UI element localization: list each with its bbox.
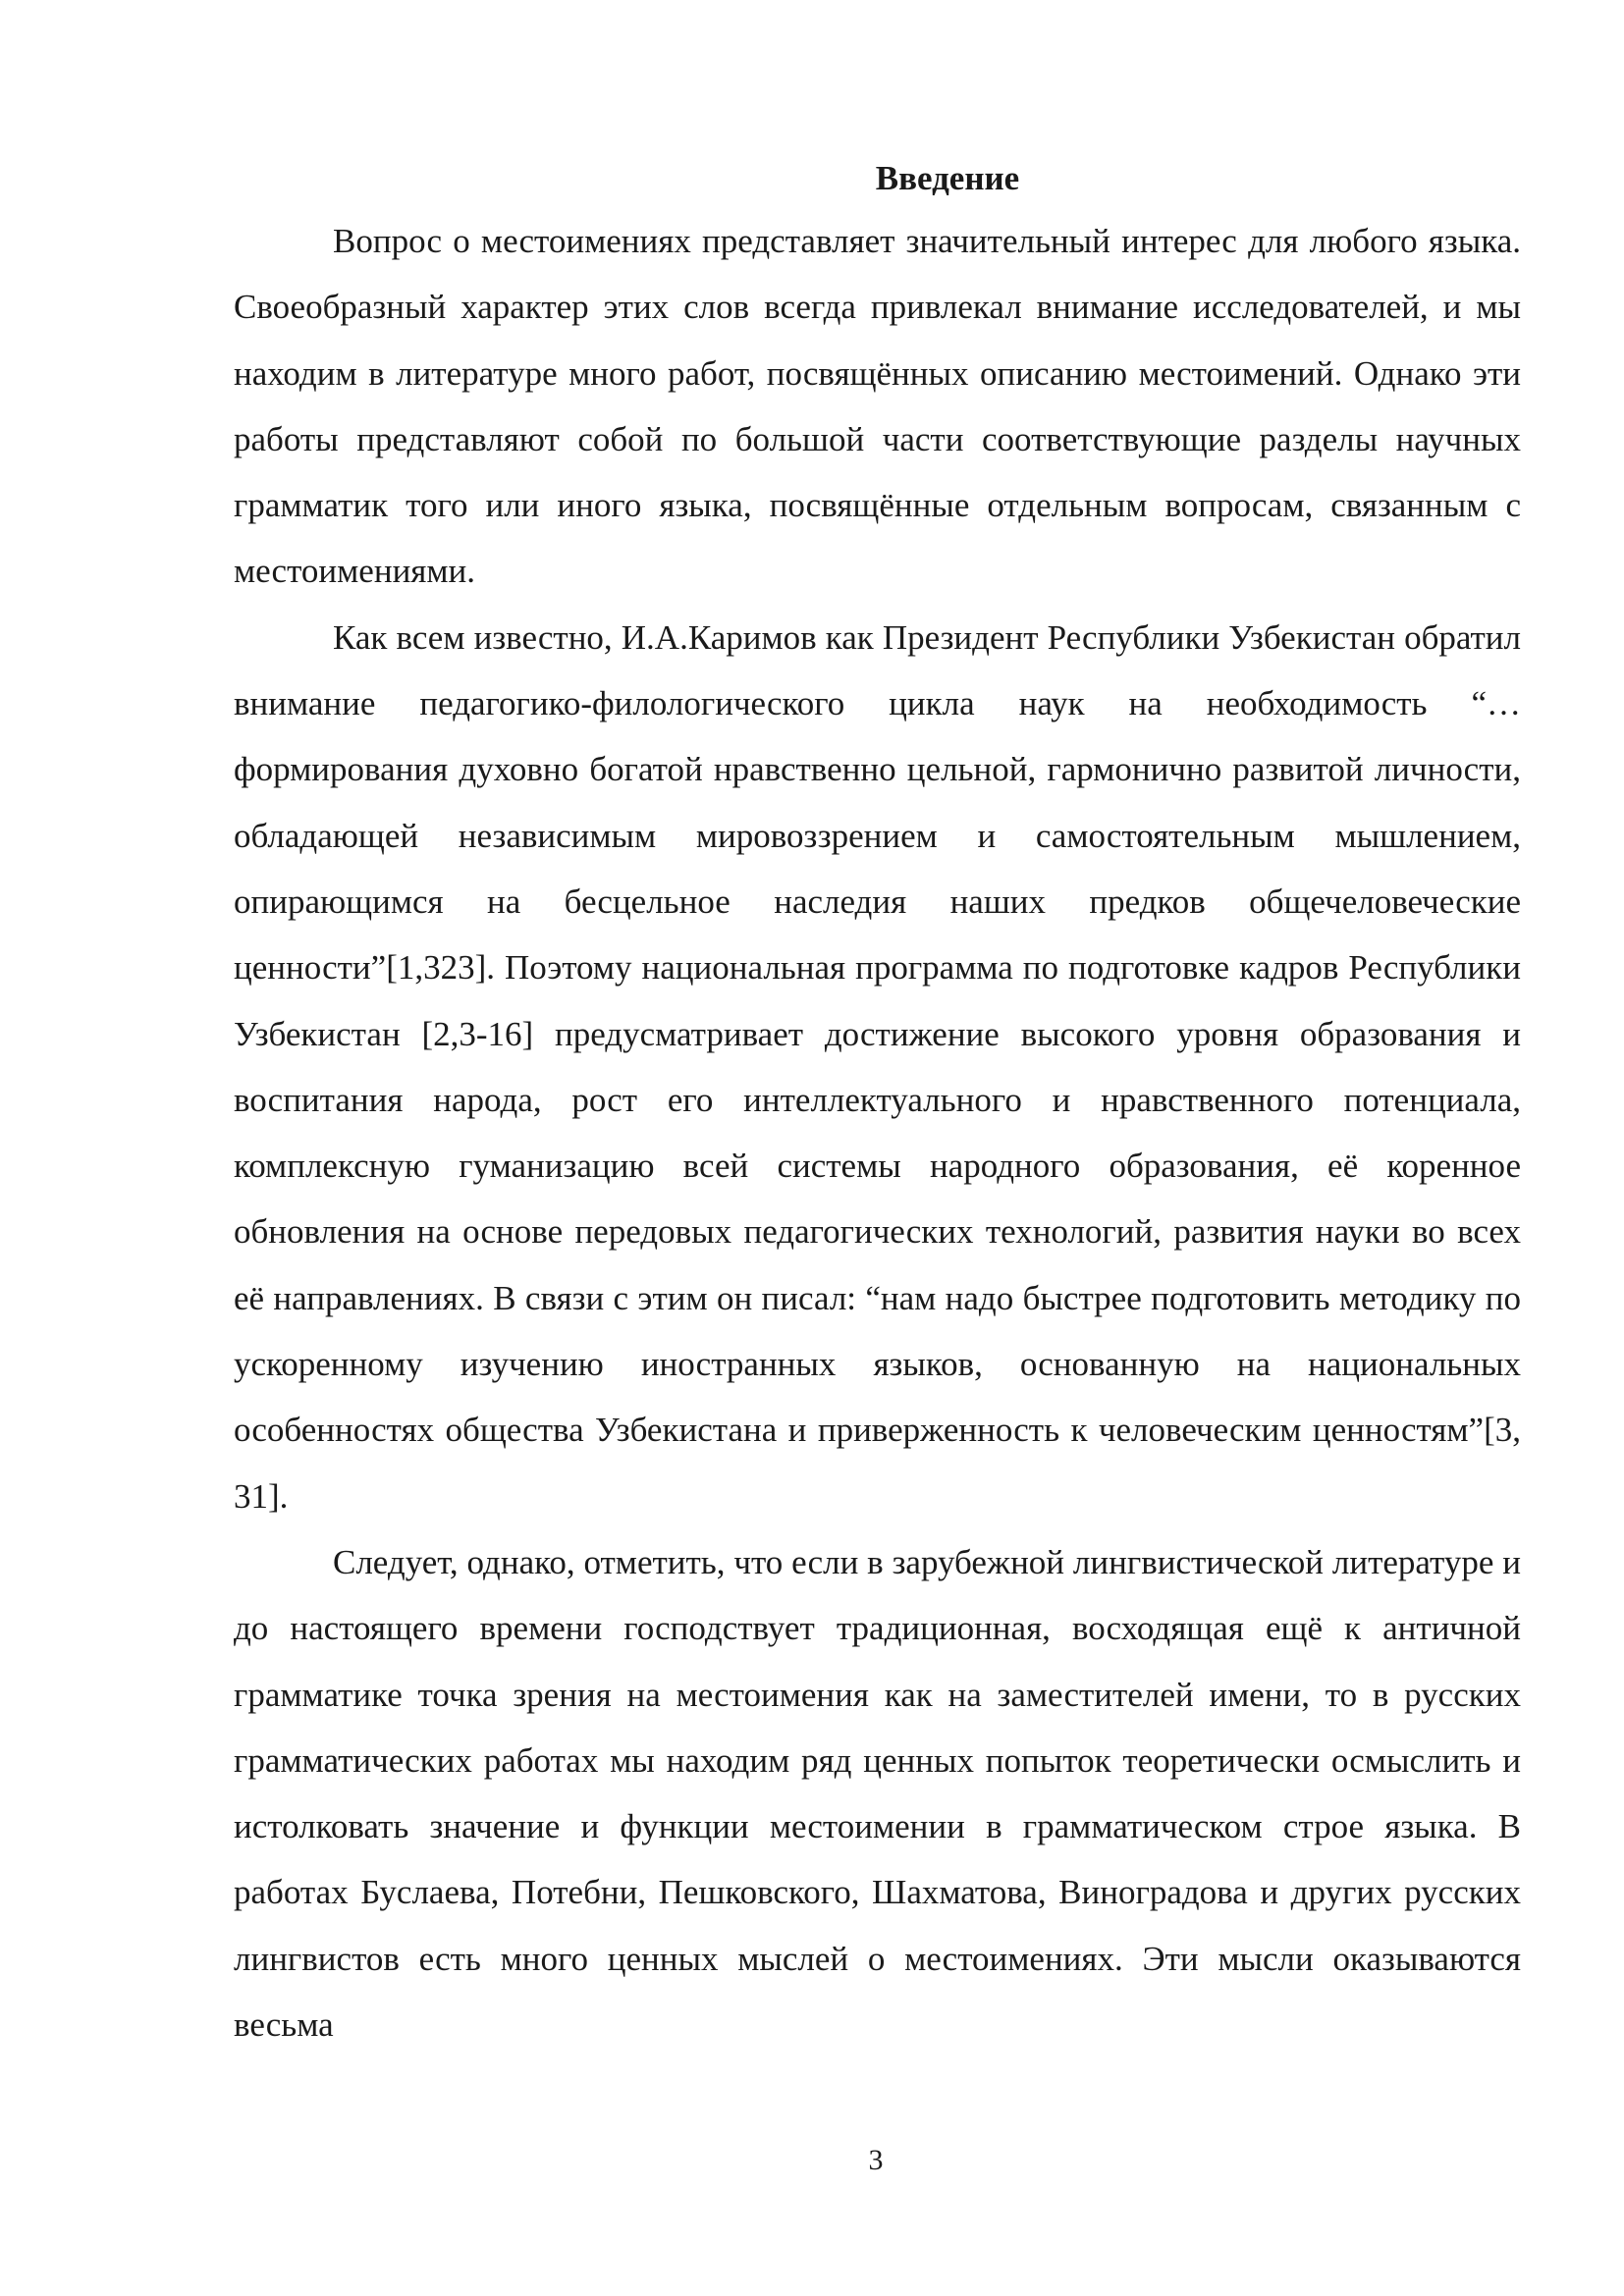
paragraph-1: Вопрос о местоимениях представляет значительный интерес для любого языка. Своеобразный характер этих слов всегда привлекал внимание исследователей, и мы находим в литературе много работ, посвящённых описанию местоимений. Однако эти работы представляют собой по большой части соответствующие разделы научных грамматик того или иного языка, посвящённые отдельным вопросам, связанным с местоимениями. (234, 222, 1521, 591)
page-number: 3 (868, 2144, 884, 2176)
body-text (234, 208, 1521, 2057)
paragraph-3: Следует, однако, отметить, что если в зарубежной лингвистической литературе и до настоящего времени господствует традиционная, восходящая ещё к античной грамматике точка зрения на местоимения как на заместителей имени, то в русских грамматических работах мы находим ряд ценных попыток теоретически осмыслить и истолковать значение и функции местоимении в грамматическом строе языка. В работах Буслаева, Потебни, Пешковского, Шахматова, Виноградова и других русских лингвистов есть много ценных мыслей о местоимениях. Эти мысли оказываются весьма (234, 1542, 1521, 2045)
section-title: Введение (875, 159, 1020, 197)
paragraph-2: Как всем известно, И.А.Каримов как Президент Республики Узбекистан обратил внимание педагогико-филологического цикла наук на необходимость “…формирования духовно богатой нравственно цельной, гармонично развитой личности, обладающей независимым мировоззрением и самостоятельным мышлением, опирающимся на бесцельное наследия наших предков общечеловеческие ценности”[1,323]. Поэтому национальная программа по подготовке кадров Республики Узбекистан [2,3-16] предусматривает достижение высокого уровня образования и воспитания народа, рост его интеллектуального и нравственного потенциала, комплексную гуманизацию всей системы народного образования, её коренное обновления на основе передовых педагогических технологий, развития науки во всех её направлениях. В связи с этим он писал: “нам надо быстрее подготовить методику по ускоренному изучению иностранных языков, основанную на национальных особенностях общества Узбекистана и приверженность к человеческим ценностям”[3, 31]. (234, 617, 1521, 1516)
